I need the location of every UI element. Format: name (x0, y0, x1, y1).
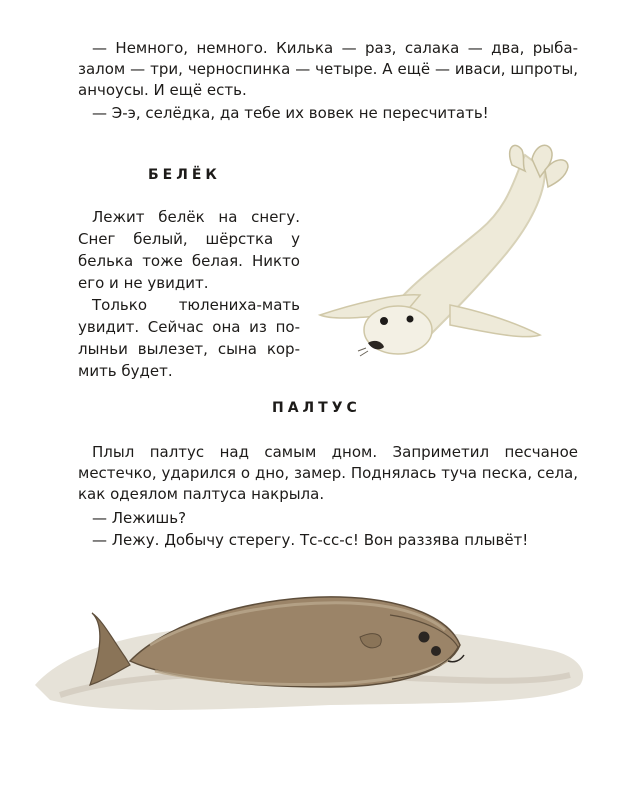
belek-title: БЕЛЁК (148, 167, 221, 183)
belek-line: Снег белый, шёрстка у (78, 230, 300, 248)
belek-line: Лежит белёк на снегу. (92, 208, 300, 226)
seal-pup-illustration (300, 135, 590, 365)
fish-eye-icon (419, 632, 430, 643)
belek-line: его и не увидит. (78, 274, 209, 292)
belek-line: мить будет. (78, 362, 173, 380)
paltus-title: ПАЛТУС (272, 400, 361, 416)
paltus-paragraph-1: Плыл палтус над самым дном. Заприметил песчаное местечко, ударился о дно, замер. Поднялась туча песка, села, как одеялом палтуса накрыла. (78, 443, 578, 503)
intro-line-1: — Немного, немного. Килька — раз, салака — два, рыба- (92, 39, 578, 57)
intro-paragraph-2: — Э-э, селёдка, да тебе их вовек не пересчитать! (92, 104, 489, 122)
fish-eye-icon (431, 646, 441, 656)
halibut-illustration (30, 575, 600, 725)
intro-paragraph-1-rest: залом — три, черноспинка — четыре. А ещё — иваси, шпроты, анчоусы. И ещё есть. (78, 60, 578, 99)
paltus-paragraph-3: — Лежу. Добычу стерегу. Тс-сс-с! Вон раззява плывёт! (92, 531, 529, 549)
belek-line: лыньи вылезет, сына кор- (78, 340, 300, 358)
paltus-paragraph-2: — Лежишь? (92, 509, 187, 527)
belek-line: белька тоже белая. Никто (78, 252, 300, 270)
seal-eye-icon (380, 317, 388, 325)
belek-line: увидит. Сейчас она из по- (78, 318, 300, 336)
seal-eye-icon (407, 316, 414, 323)
belek-line: Только тюлениха-мать (92, 296, 300, 314)
